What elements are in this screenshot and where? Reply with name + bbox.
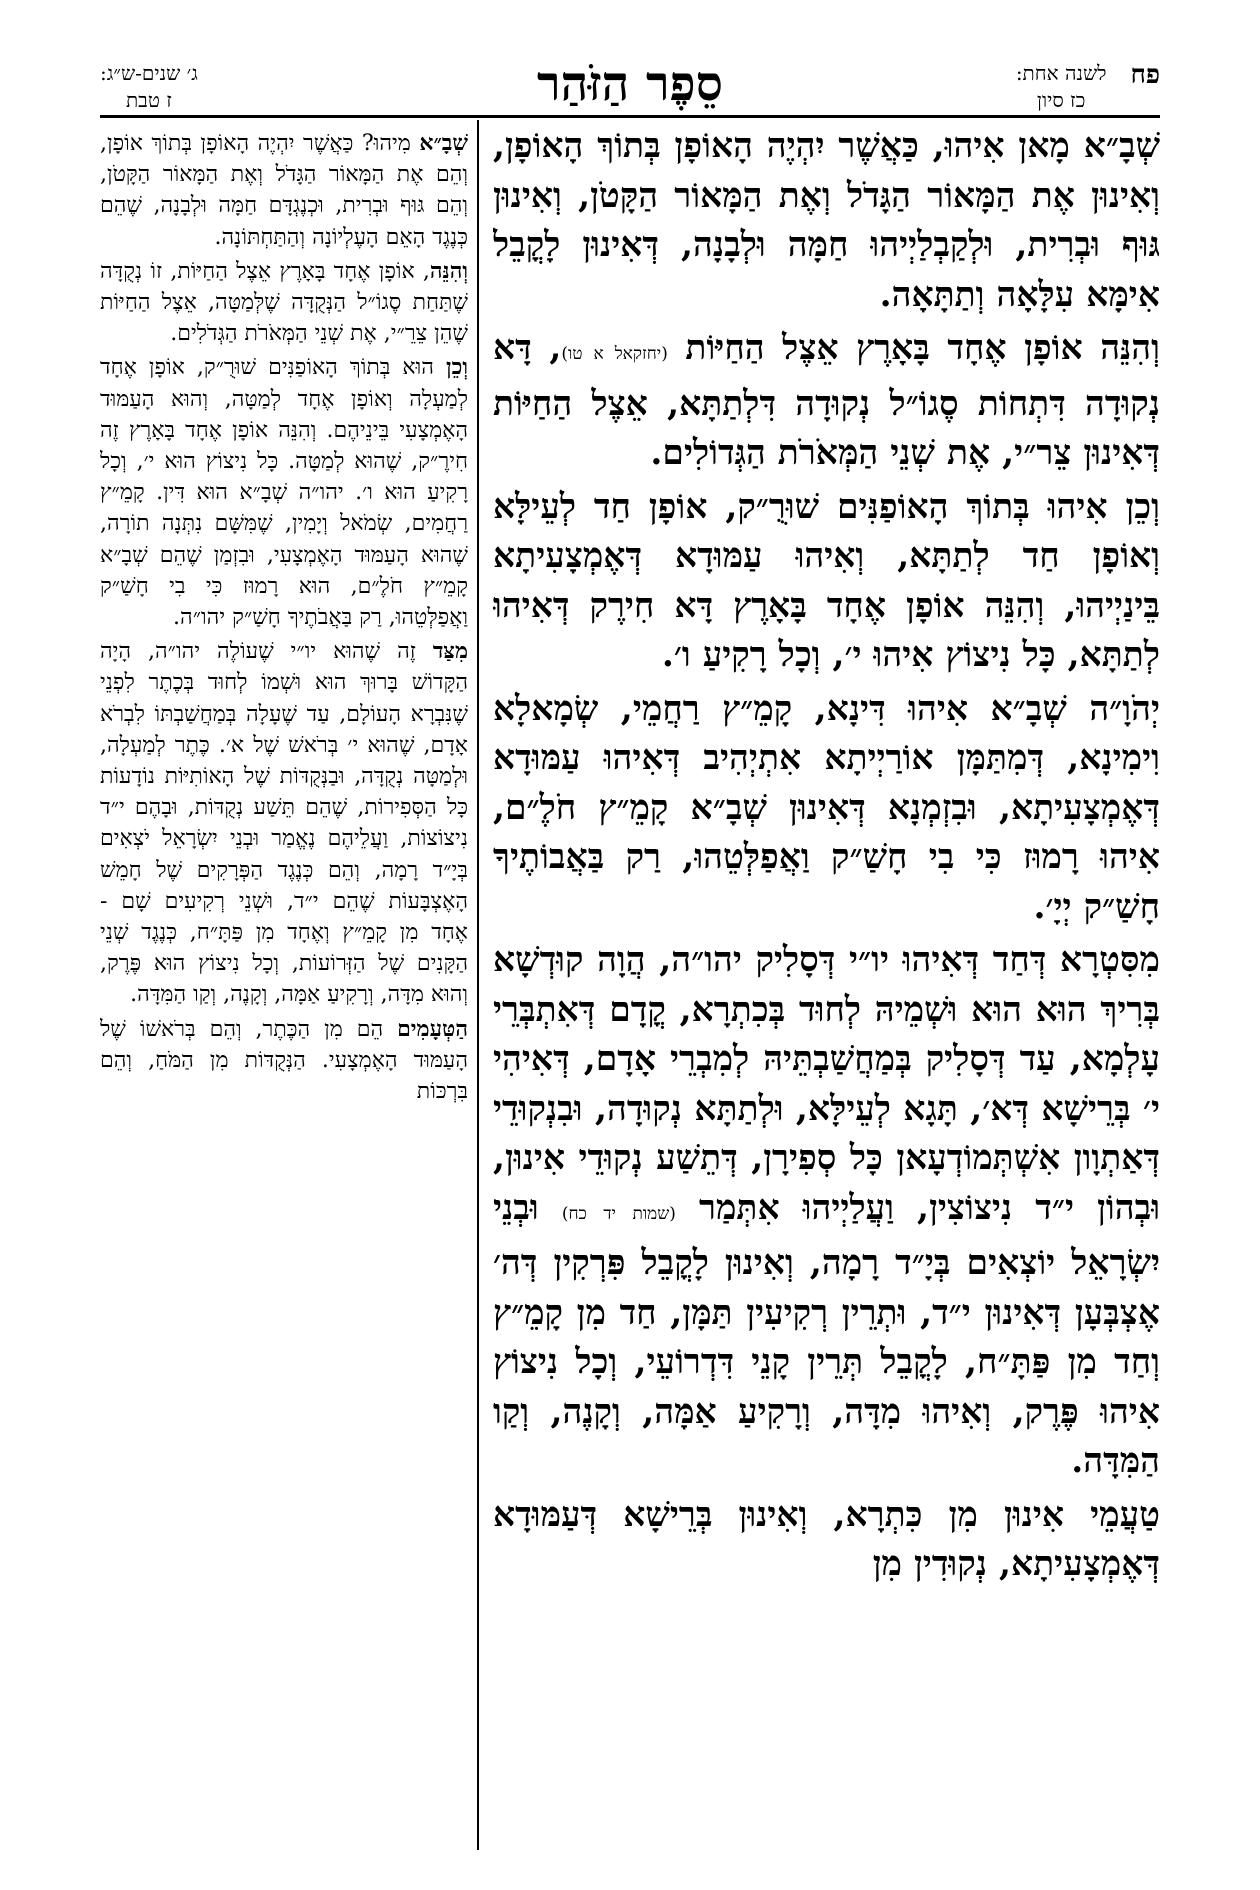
three-year-label: ג׳ שנים-ש״ג: xyxy=(100,61,198,85)
paragraph-lead: וְכֵן xyxy=(446,354,468,381)
paragraph-lead: וְהִנֵּה xyxy=(429,257,468,284)
paragraph-text: מָאן אִיהוּ, כַּאֲשֶׁר יִהְיֶה הָאוֹפָן בְּתוֹךְ הָאוֹפָן, וְאִינוּן אֶת הַמָּאוֹר הַגָּדֹל וְאֶת הַמָּאוֹר הַקָּטֹן, וְאִינוּן גּוּף וּבְרִית, וּלְקַבְלַיְיהוּ חַמָּה וּלְבָנָה, דְּאִינוּן לָקֳבֵל אִימָּא עִלָּאָה וְתַתָּאָה. xyxy=(493,126,1160,315)
paragraph-lead: וְכֵן xyxy=(1125,486,1160,527)
three-year-schedule xyxy=(100,60,198,114)
page-number: פח xyxy=(1130,60,1160,90)
main-paragraph xyxy=(493,936,1160,1487)
aramaic-column xyxy=(493,122,1160,1847)
column-divider xyxy=(477,120,479,1850)
paragraph-text: הוּא בְּתוֹךְ הָאוֹפַנִּים שׁוּרֻ״ק, אוֹפָן אֶחָד לְמַעְלָה וְאוֹפָן אֶחָד לְמַטָּה, וְהוּא הָעַמּוּד הָאֶמְצָעִי בֵּינֵיהֶם. וְהִנֵּה אוֹפָן אֶחָד בָּאָרֶץ זֶה חִירֶ״ק, שֶׁהוּא לְמַטָּה. כָּל נִיצוֹץ הוּא י׳, וְכָל רָקִיעַ הוּא ו׳. יהו״ה שְׁבָ״א הוּא דִּין. קָמֵ״ץ רַחֲמִים, שְׂמֹאל וְיָמִין, שֶׁמִּשָּׁם נִתְּנָה תוֹרָה, שֶׁהוּא הָעַמּוּד הָאֶמְצָעִי, וּבִזְמַן שֶׁהֵם שְׁבָ״א קָמֵ״ץ חֹלֶ״ם, הוּא רָמוּז כִּי בִי חָשַׁ״ק וַאֲפַלְּטֵהוּ, רַק בַּאֲבֹתֶיךָ חָשַׁ״ק יהו״ה. xyxy=(100,355,468,631)
side-paragraph xyxy=(100,352,468,633)
main-paragraph xyxy=(493,483,1160,681)
paragraph-text: , דָּא נְקוּדָה דִּתְחוֹת סֶגוֹ״ל נְקוּדָה דִּלְתַתָּא, אֵצֶל הַחַיּוֹת דְּאִינוּן צֵר״י, אֶת שְׁנֵי הַמְּאֹרֹת הַגְּדוֹלִים. xyxy=(493,328,1160,473)
hebrew-translation-column xyxy=(100,128,468,1848)
side-paragraph xyxy=(100,636,468,1010)
paragraph-text: אִינוּן מִן כִּתְרָא, וְאִינוּן בְּרֵישָׁא דְּעַמּוּדָא דְּאֶמְצָעִיתָא, נְקוּדִין מִן xyxy=(493,1494,1160,1584)
book-title: סֵפֶר הַזֹּהַר xyxy=(537,56,723,112)
side-paragraph xyxy=(100,128,468,253)
main-paragraph xyxy=(493,122,1160,320)
paragraph-text: , אוֹפָן אֶחָד בָּאָרֶץ אֵצֶל הַחַיּוֹת, זוֹ נְקֻדָּה שֶׁתַּחַת סֶגוֹ״ל הַנְּקֻדָּה שֶׁלְּמַטָּה, אֵצֶל הַחַיּוֹת שֶׁהֵן צֵרֵ״י, אֶת שְׁנֵי הַמְּאֹרֹת הַגְּדֹלִים. xyxy=(100,258,468,347)
yearly-schedule xyxy=(1016,60,1107,114)
paragraph-lead: מִצַּד xyxy=(432,638,468,665)
three-year-date: ז טבת xyxy=(125,88,172,112)
yearly-schedule-label: לשנה אחת: xyxy=(1015,61,1107,85)
paragraph-lead: וְהִנֵּה xyxy=(1100,328,1160,368)
paragraph-text: וּבְנֵי יִשְׂרָאֵל יוֹצְאִים בְּיָ״ד רָמָה, וְאִינוּן לָקֳבֵל פִּרְקִין דְּה׳ אֶצְבְּעָן דְּאִינוּן י״ד, וּתְרֵין רְקִיעִין תַּמָּן, חַד מִן קָמֵ״ץ וְחַד מִן פַּתָּ״ח, לָקֳבֵל תְּרֵין קָנֵי דִּדְרוֹעֵי, וְכָל נִיצוֹץ אִיהוּ פֶּרֶק, וְאִיהוּ מִדָּה, וְרָקִיעַ אַמָּה, וְקָנֶה, וְקַו הַמִּדָּה. xyxy=(493,1187,1160,1481)
header-rule xyxy=(100,115,1160,118)
header-right xyxy=(1016,60,1160,114)
main-paragraph xyxy=(493,324,1160,479)
paragraph-lead: מִסִּטְרָא xyxy=(1059,940,1160,980)
page-header xyxy=(100,50,1160,120)
paragraph-text: זֶה שֶׁהוּא יו״י שֶׁעוֹלֶה יהו״ה, הָיָה הַקָּדוֹשׁ בָּרוּךְ הוּא וּשְׁמוֹ לְחוּד בְּכֶתֶר לִפְנֵי שֶׁנִּבְרָא הָעוֹלָם, עַד שֶׁעָלָה בְּמַחֲשַׁבְתּוֹ לִבְרֹא אָדָם, שֶׁהוּא י׳ בְּרֹאשׁ שֶׁל א׳. כֶּתֶר לְמַעְלָה, וּלְמַטָּה נְקֻדָּה, וּבַנְּקֻדּוֹת שֶׁל הָאוֹתִיּוֹת נוֹדָעוֹת כָּל הַסְּפִירוֹת, שֶׁהֵם תֵּשַׁע נְקֻדּוֹת, וּבָהֶם י״ד נִיצוֹצוֹת, וַעֲלֵיהֶם נֶאֱמַר וּבְנֵי יִשְׂרָאֵל יֹצְאִים בְּיָ״ד רָמָה, וְהֵם כְּנֶגֶד הַפְּרָקִים שֶׁל חָמֵשׁ הָאֶצְבָּעוֹת שֶׁהֵם י״ד, וּשְׁנֵי רְקִיעִים שָׁם - אֶחָד מִן קָמֵ״ץ וְאֶחָד מִן פַּתָּ״ח, כְּנֶגֶד שְׁנֵי הַקָּנִים שֶׁל הַזְּרוֹעוֹת, וְכָל נִיצוֹץ הוּא פֶּרֶק, וְהוּא מִדָּה, וְרָקִיעַ אַמָּה, וְקָנֶה, וְקַו הַמִּדָּה. xyxy=(100,639,468,1008)
verse-reference: (שמות יד כח) xyxy=(561,1203,676,1224)
side-paragraph xyxy=(100,256,468,350)
paragraph-lead: יְהֹוָ״ה xyxy=(1089,688,1160,729)
paragraph-text: דְּחַד דְּאִיהוּ יו״י דְּסָלִיק יהו״ה, הֲוָה קוּדְשָׁא בְּרִיךְ הוּא הוּא וּשְׁמֵיהּ לְחוּד בְּכִתְרָא, קֳדָם דְּאִתְבְּרֵי עָלְמָא, עַד דְּסָלִיק בְּמַחֲשַׁבְתֵּיהּ לְמִבְרֵי אָדָם, דְּאִיהִי י׳ בְּרֵישָׁא דְּא׳, תָּגָא לְעֵילָּא, וּלְתַתָּא נְקוּדָה, וּבִנְקוּדֵי דְּאַתְוָון אִשְׁתְּמוֹדְעָאן כָּל סְפִירָן, דְּתֵשַׁע נְקוּדֵי אִינוּן, וּבְהוֹן י״ד נִיצוֹצִין, וַעֲלַיְיהוּ אִתְּמַר xyxy=(493,940,1160,1228)
paragraph-text: אוֹפָן אֶחָד בָּאָרֶץ אֵצֶל הַחַיּוֹת xyxy=(667,328,1101,368)
paragraph-lead: שְׁבָ״א xyxy=(1083,126,1160,166)
paragraph-lead: טַעֲמֵי xyxy=(1090,1494,1160,1535)
paragraph-text: אִיהוּ בְּתוֹךְ הָאוֹפַנִּים שׁוּרֻ״ק, אוֹפָן חַד לְעֵילָּא וְאוֹפָן חַד לְתַתָּא, וְאִיהוּ עַמּוּדָא דְּאֶמְצָעִיתָא בֵּינַיְיהוּ, וְהִנֵּה אוֹפָן אֶחָד בָּאָרֶץ דָּא חִירֶק דְּאִיהוּ לְתַתָּא, כָּל נִיצוֹץ אִיהוּ י׳, וְכָל רָקִיעַ ו׳. xyxy=(493,486,1160,675)
paragraph-lead: שְׁבָ״א xyxy=(419,130,468,156)
paragraph-text: מִיהוּ? כַּאֲשֶׁר יִהְיֶה הָאוֹפָן בְּתוֹךְ אוֹפָן, וְהֵם אֶת הַמָּאוֹר הַגָּדֹל וְאֶת הַמָּאוֹר הַקָּטֹן, וְהֵם גּוּף וּבְרִית, וּכְנֶגְדָּם חַמָּה וּלְבָנָה, שֶׁהֵם כְּנֶגֶד הָאֵם הָעֶלְיוֹנָה וְהַתַּחְתּוֹנָה. xyxy=(100,131,468,250)
main-paragraph xyxy=(493,1491,1160,1590)
paragraph-text: שְׁבָ״א אִיהוּ דִּינָא, קָמֵ״ץ רַחֲמֵי, שְׂמָאלָא וִימִינָא, דְּמִתַּמָּן אוֹרַיְיתָא אִתְיְהִיב דְּאִיהוּ עַמּוּדָא דְּאֶמְצָעִיתָא, וּבִזְמְנָא דְּאִינוּן שְׁבָ״א קָמֵ״ץ חֹלֶ״ם, אִיהוּ רָמוּז כִּי בִי חָשַׁ״ק וַאֲפַלְּטֵהוּ, רַק בַּאֲבוֹתֶיךָ חָשַׁ״ק יְיָ׳. xyxy=(493,688,1160,927)
main-paragraph xyxy=(493,685,1160,933)
side-paragraph xyxy=(100,1014,468,1108)
paragraph-text: הֵם מִן הַכֶּתֶר, וְהֵם בְּרֹאשׁוֹ שֶׁל הָעַמּוּד הָאֶמְצָעִי. הַנְּקֻדּוֹת מִן הַמֹּחַ, וְהֵם בִּרְכּוֹת xyxy=(100,1016,468,1105)
verse-reference: (יחזקאל א טו) xyxy=(561,344,668,364)
yearly-schedule-date: כז סיון xyxy=(1036,88,1086,112)
paragraph-lead: הַטְּעָמִים xyxy=(397,1015,468,1042)
